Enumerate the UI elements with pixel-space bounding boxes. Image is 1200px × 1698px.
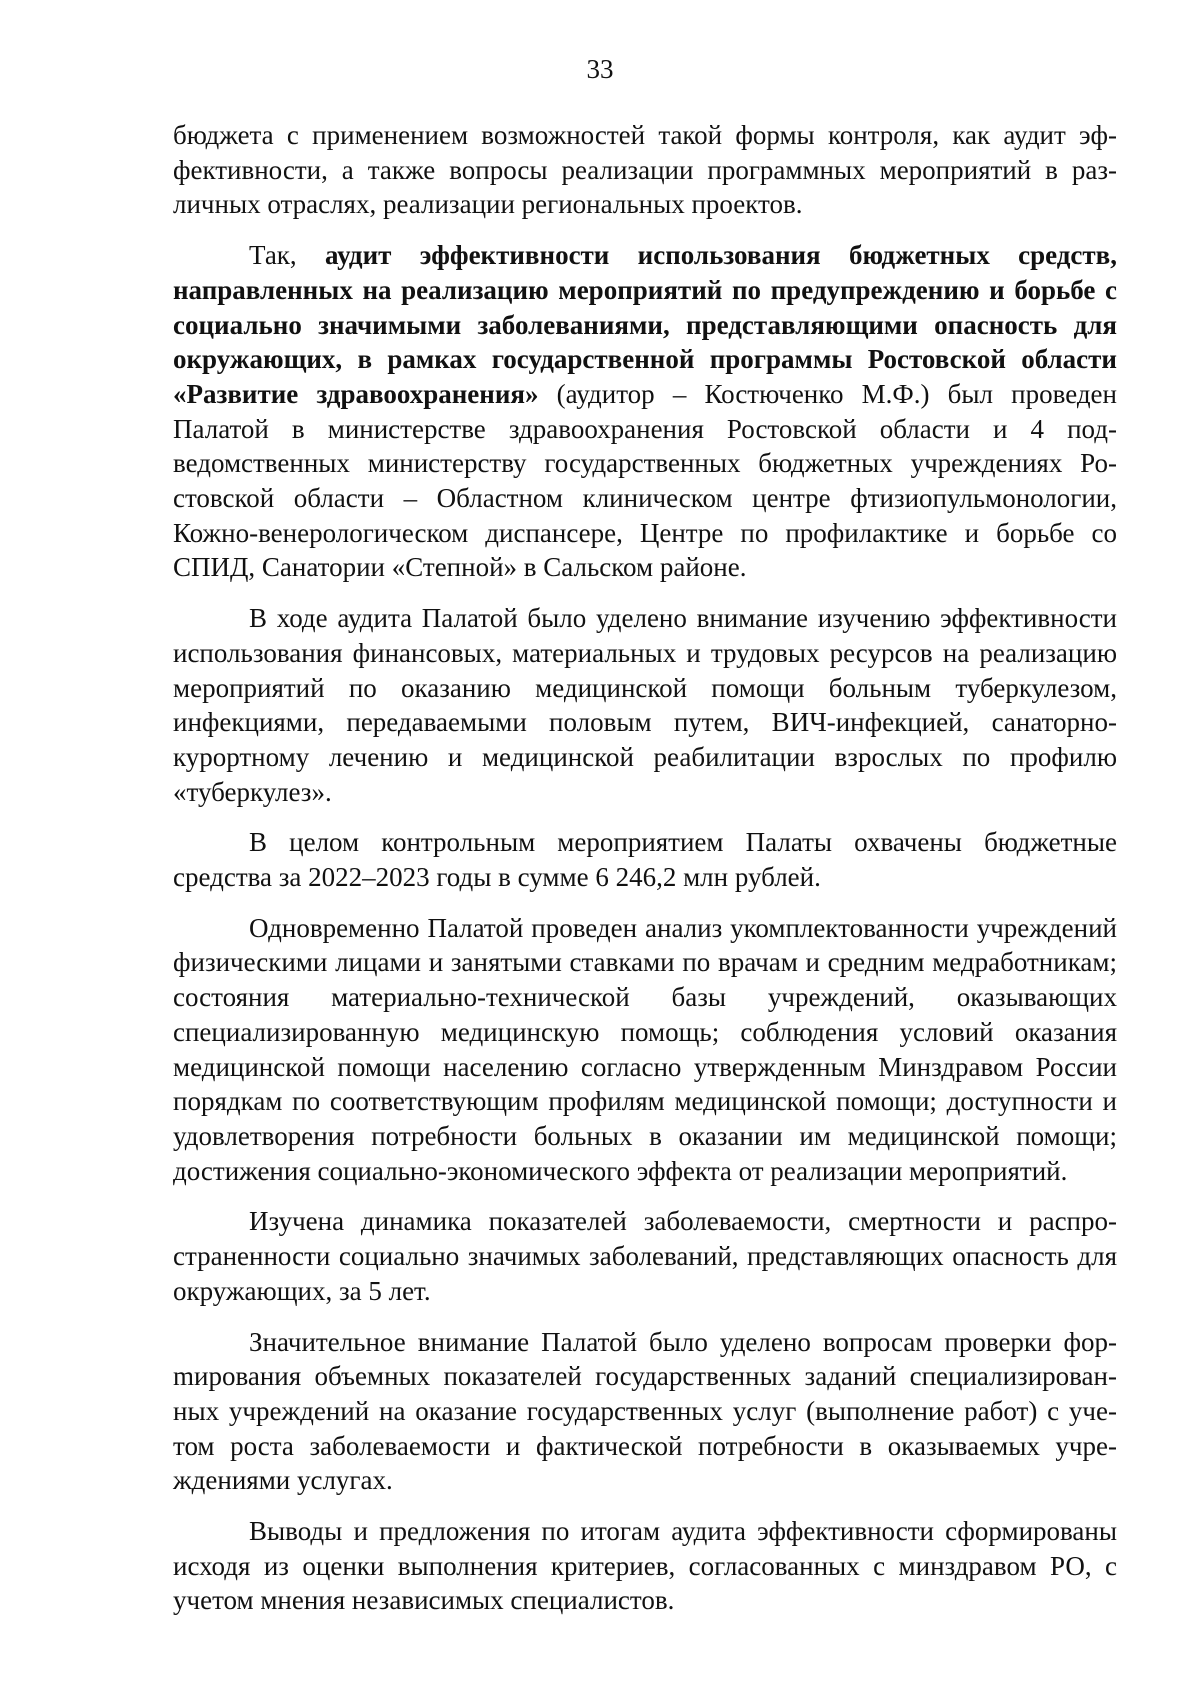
paragraph-audit-scope: В ходе аудита Палатой было уделено внимание изучению эффективности использования финансовых, материальных и трудовых ресурсов на реализацию мероприятий по оказанию медицинской помощи больным туберкулезом, инфекциями, передаваемыми половым путем, ВИЧ-инфекцией, санаторно-курортному лечению и медицинской реабилитации взрослых по профилю «туберкулез». <box>173 603 1117 807</box>
paragraph-conclusions: Выводы и предложения по итогам аудита эффективности сформированы исходя из оценки выполнения критериев, согласованных с минздравом РО, с учетом мнения независимых специалистов. <box>173 1516 1117 1616</box>
paragraph-state-assignments: Значительное внимание Палатой было уделено вопросам проверки форmирования объемных показателей государственных заданий специализированных учреждений на оказание государственных услуг (выполнение работ) с учетом роста заболеваемости и фактической потребности в оказываемых учреждениями услугах. <box>173 1326 1117 1496</box>
paragraph-staffing-analysis: Одновременно Палатой проведен анализ укомплектованности учреждений физическими лицами и занятыми ставками по врачам и средним медработникам; состояния материально-технической базы учреждений, оказывающих специализированную медицинскую помощь; соблюдения условий оказания медицинской помощи населению согласно утвержденным Минздравом России порядкам по соответствующим профилям медицинской помощи; доступности и удовлетворения потребности больных в оказании им медицинской помощи; достижения социально-экономического эффекта от реализации мероприятий. <box>173 912 1117 1186</box>
body-text <box>173 118 1117 1634</box>
page-number: 33 <box>586 54 614 84</box>
paragraph-budget-coverage: В целом контрольным мероприятием Палаты охвачены бюджетные средства за 2022–2023 годы в сумме 6 246,2 млн рублей. <box>173 827 1117 893</box>
paragraph-rest: (аудитор – Костюченко М.Ф.) был проведен Палатой в министерстве здравоохранения Ростовской области и 4 подведомственных министерству государственных бюджетных учреждениях Ростовской области – Областном клиническом центре фтизиопульмонологии, Кожно-венерологическом диспансере, Центре по профилактике и борьбе со СПИД, Санатории «Степной» в Сальском районе. <box>173 378 1117 583</box>
paragraph-morbidity-dynamics: Изучена динамика показателей заболеваемости, смертности и распространенности социально значимых заболеваний, представляющих опасность для окружающих, за 5 лет. <box>173 1206 1117 1306</box>
audit-title-bold: аудит эффективности использования бюджетных средств, направленных на реализацию мероприятий по предупреждению и борьбе с социально значимыми заболеваниями, представляющими опасность для окружающих, в рамках государственной программы Ростовской области «Развитие здравоохранения» <box>173 240 1117 409</box>
paragraph-audit-description <box>173 238 1117 585</box>
paragraph-lead: Так, <box>249 240 325 271</box>
paragraph-budget-continuation: бюджета с применением возможностей такой формы контроля, как аудит эффективности, а также вопросы реализации программных мероприятий в различных отраслях, реализации региональных проектов. <box>173 120 1117 220</box>
